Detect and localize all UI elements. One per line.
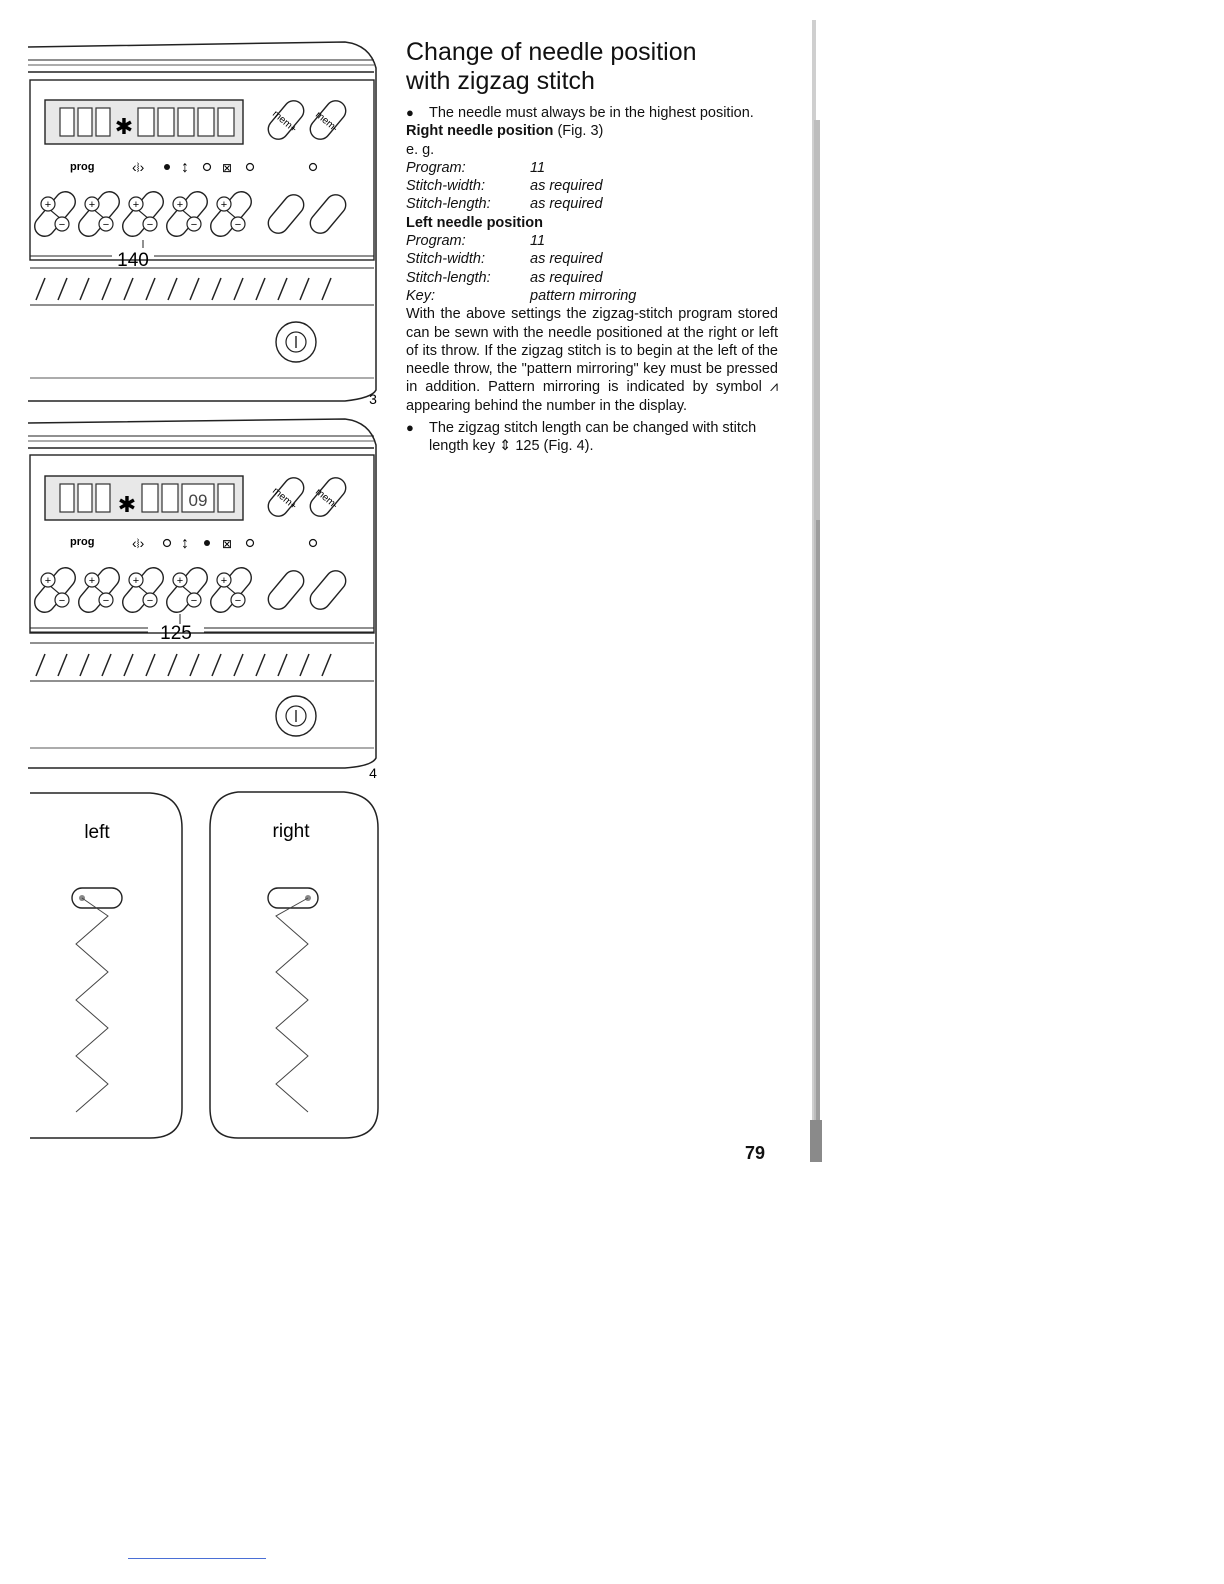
title-line-2: with zigzag stitch [406,67,595,95]
mirror-symbol-fig4: ⊠ [221,537,233,551]
text-column [406,38,778,456]
figure-3 [28,42,377,407]
title-line-1: Change of needle position [406,38,697,66]
left-needle-heading: Left needle position [406,214,543,231]
stitch-length-symbol-fig4: ↕ [181,535,189,552]
svg-text:mem-: mem- [313,486,340,512]
page-number: 79 [745,1143,766,1163]
figure-4 [28,419,377,781]
figures-illustration: − ✱ mem+ mem- prog ‹⧘› ↕ ⊠ 140 3 ✱ 09 mem+ mem- prog ‹⧘› ↕ ⊠ 125 4 left right [0,0,800,1160]
zigzag-symbol-fig4: ‹⧘› [132,535,145,551]
zigzag-symbol-fig3: ‹⧘› [132,159,145,175]
right-row-program: Program: 11 [406,159,546,176]
prog-label-fig3: prog [70,161,95,173]
stitch-length-key-icon: ⇕ [499,438,512,455]
mirroring-paragraph: With the above settings the zigzag-stitch program stored can be sewn with the needle positioned at the right or left of its throw. If the zigzag stitch is to begin at the left of the needle throw, the "pattern mirroring" key must be pressed in addition. Pattern mirroring is indicated by symbol ⩘ appearing behind the number in the display. [406,306,778,414]
figure-number-4: 4 [369,765,377,781]
footer-rule [128,1558,266,1559]
power-knob-fig4 [276,696,316,736]
prog-label-fig4: prog [70,536,95,548]
label-left: left [84,822,110,843]
right-row-stitch-length: Stitch-length: as required [406,196,603,213]
display-fig4 [45,476,243,520]
left-row-stitch-width: Stitch-width: as required [406,251,603,268]
right-needle-heading: Right needle position (Fig. 3) [406,123,604,140]
binding-edge-strip [806,20,824,1162]
label-right: right [272,821,310,842]
mirror-symbol-icon: ⩘ [769,379,778,396]
hatch-strip-fig4 [36,654,331,676]
eg-label: e. g. [406,141,435,158]
right-row-stitch-width: Stitch-width: as required [406,178,603,195]
page-title [406,38,778,96]
callout-140: 140 [117,250,149,271]
svg-text:✱: ✱ [117,492,137,517]
display-value-fig4: 09 [188,491,208,510]
left-row-stitch-length: Stitch-length: as required [406,269,603,286]
stitch-diagram-right [210,792,378,1138]
mirror-symbol-fig3: ⊠ [221,161,233,175]
power-knob-fig3 [276,322,316,362]
figure-number-3: 3 [369,391,377,407]
svg-text:mem+: mem+ [270,108,299,136]
hatch-strip-fig3 [36,278,331,300]
svg-text:✱: ✱ [114,114,134,139]
left-row-key: Key: pattern mirroring [406,287,637,304]
stitch-diagram-left [30,793,182,1138]
left-row-program: Program: 11 [406,233,546,250]
svg-text:mem+: mem+ [270,485,299,513]
display-fig3 [45,100,243,144]
callout-125: 125 [160,623,192,644]
stitch-length-symbol-fig3: ↕ [181,159,189,176]
svg-text:mem-: mem- [313,109,340,135]
bullet-needle-highest: ● The needle must always be in the highest position. [406,104,778,122]
bullet-stitch-length: ● The zigzag stitch length can be changed with stitch length key ⇕ 125 (Fig. 4). [406,419,778,456]
